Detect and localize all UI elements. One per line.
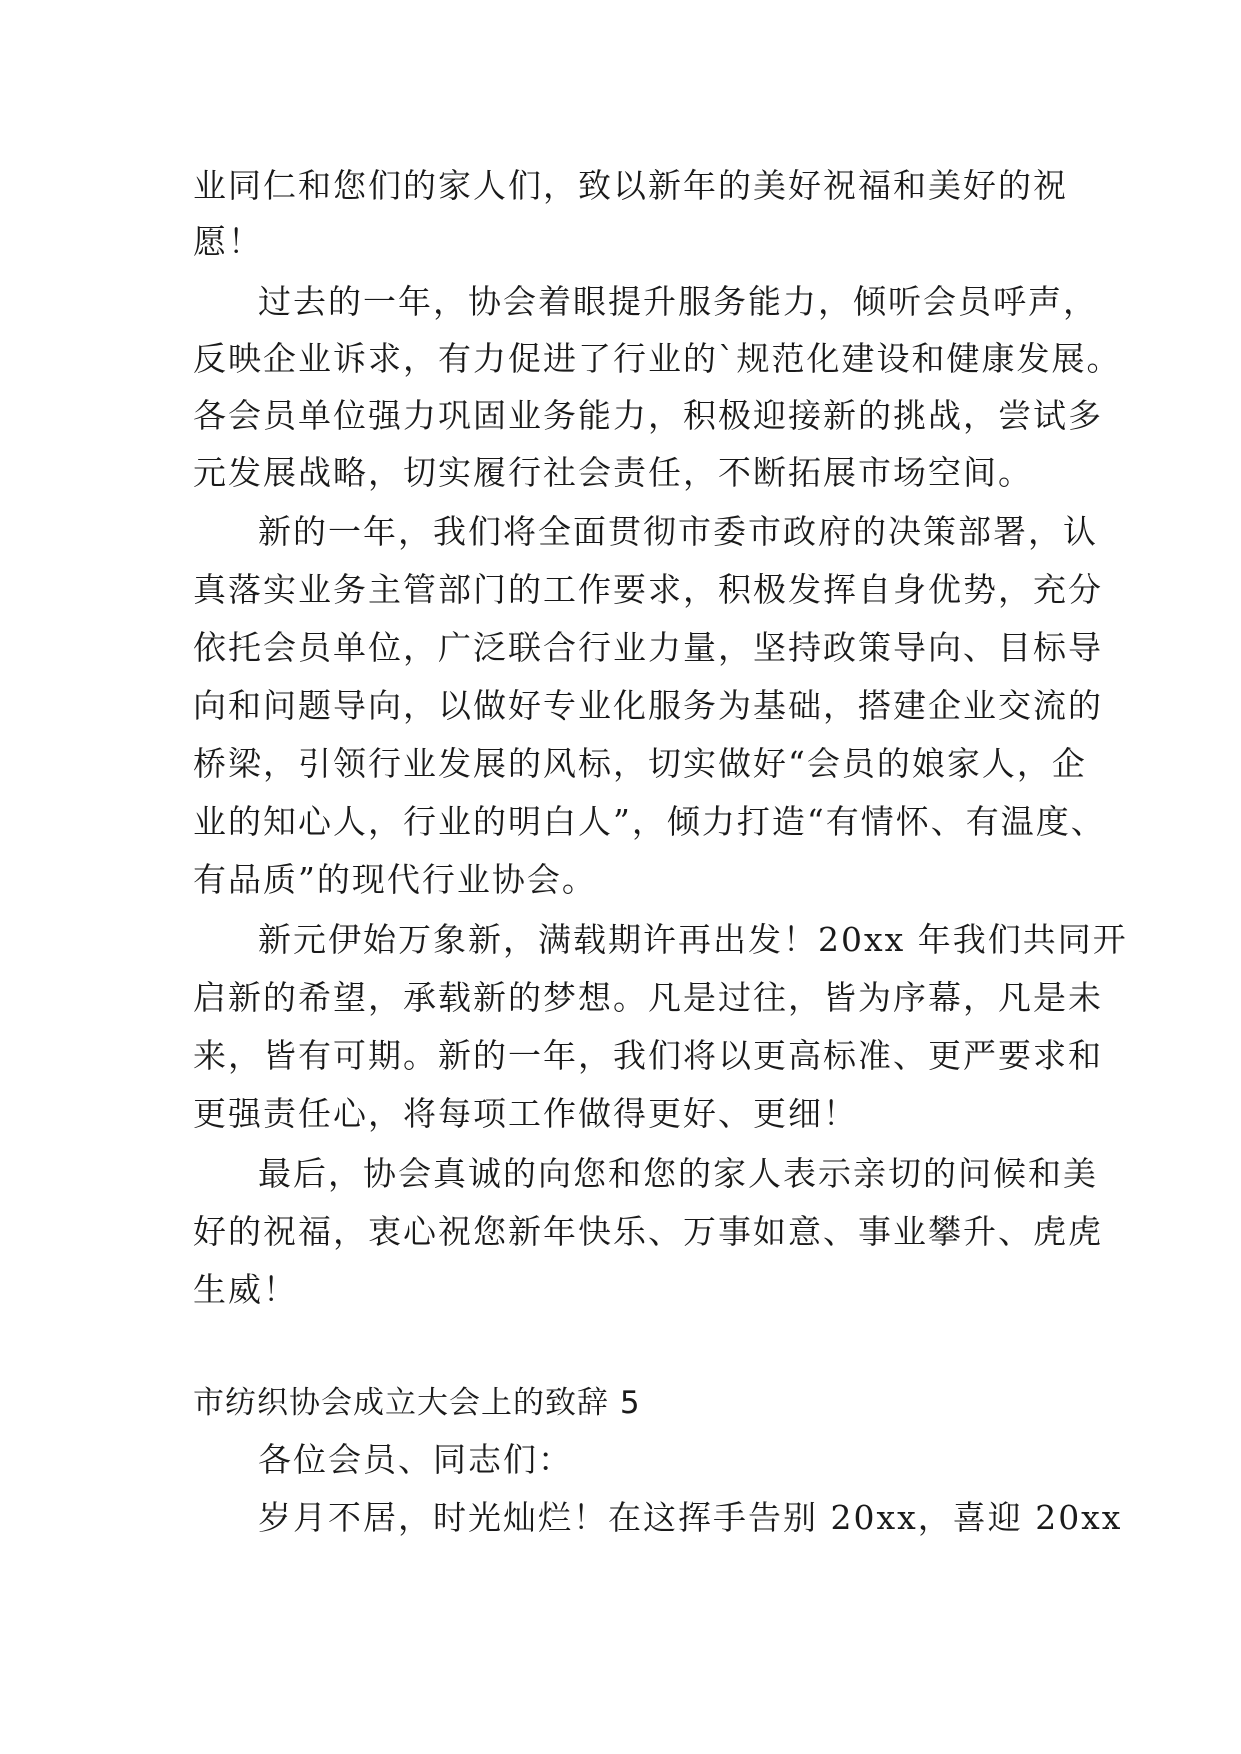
paragraph-line: 新的一年，我们将全面贯彻市委市政府的决策部署，认	[258, 512, 1098, 551]
paragraph-line: 元发展战略，切实履行社会责任，不断拓展市场空间。	[193, 453, 1033, 492]
paragraph-line: 新元伊始万象新，满载期许再出发！20xx 年我们共同开	[258, 920, 1128, 959]
salutation: 各位会员、同志们：	[258, 1440, 573, 1479]
paragraph-line: 岁月不居，时光灿烂！在这挥手告别 20xx，喜迎 20xx	[258, 1498, 1123, 1537]
paragraph-line: 来，皆有可期。新的一年，我们将以更高标准、更严要求和	[193, 1036, 1103, 1075]
paragraph-line: 反映企业诉求，有力促进了行业的`规范化建设和健康发展。	[193, 339, 1122, 378]
paragraph-line: 有品质”的现代行业协会。	[193, 860, 597, 899]
paragraph-line: 依托会员单位，广泛联合行业力量，坚持政策导向、目标导	[193, 628, 1103, 667]
paragraph-line: 业的知心人，行业的明白人”，倾力打造“有情怀、有温度、	[193, 802, 1106, 841]
paragraph-line: 最后，协会真诚的向您和您的家人表示亲切的问候和美	[258, 1154, 1098, 1193]
paragraph-line: 向和问题导向，以做好专业化服务为基础，搭建企业交流的	[193, 686, 1103, 725]
paragraph-line: 启新的希望，承载新的梦想。凡是过往，皆为序幕，凡是未	[193, 978, 1103, 1017]
paragraph-line: 真落实业务主管部门的工作要求，积极发挥自身优势，充分	[193, 570, 1103, 609]
paragraph-line: 愿！	[193, 222, 263, 261]
paragraph-line: 桥梁，引领行业发展的风标，切实做好“会员的娘家人，企	[193, 744, 1087, 783]
section-title: 市纺织协会成立大会上的致辞 5	[193, 1385, 641, 1421]
paragraph-line: 业同仁和您们的家人们，致以新年的美好祝福和美好的祝	[193, 166, 1068, 205]
paragraph-line: 好的祝福，衷心祝您新年快乐、万事如意、事业攀升、虎虎	[193, 1212, 1103, 1251]
paragraph-line: 更强责任心，将每项工作做得更好、更细！	[193, 1094, 858, 1133]
paragraph-line: 生威！	[193, 1270, 298, 1309]
paragraph-line: 各会员单位强力巩固业务能力，积极迎接新的挑战，尝试多	[193, 396, 1103, 435]
paragraph-line: 过去的一年，协会着眼提升服务能力，倾听会员呼声，	[258, 282, 1098, 321]
